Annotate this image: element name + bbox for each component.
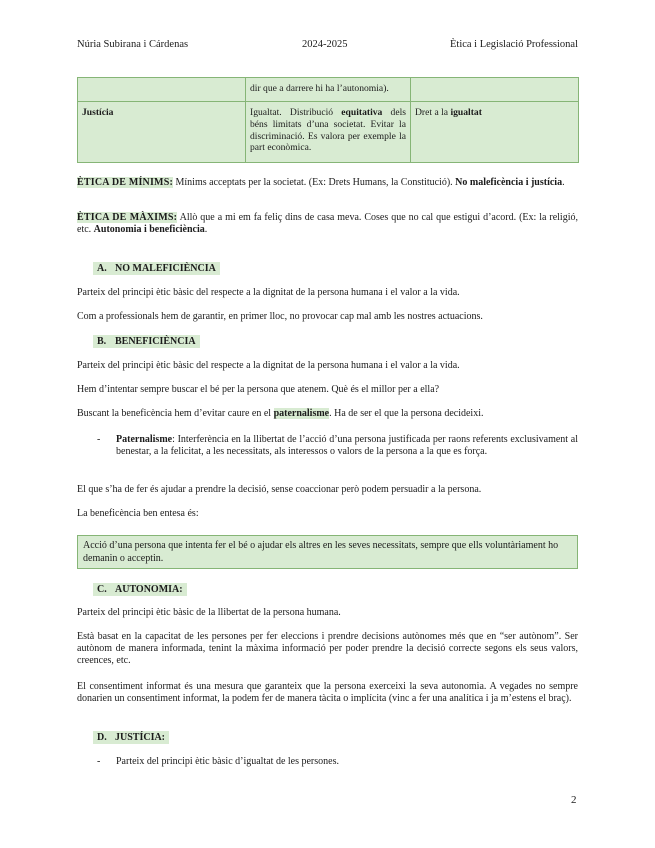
bullet-item	[116, 434, 578, 458]
paragraph: El consentiment informat és una mesura que garanteix que la persona exerceixi la seva autonomia. A vegades no sempre donarien un consentiment informat, la podem fer de manera tàcita o implícita (vinc a fer una analítica i ja m’estens el braç).	[77, 681, 578, 704]
section-d-heading	[93, 731, 169, 744]
paragraph-text: Buscant la beneficència hem d’evitar caure en el	[77, 408, 274, 419]
paragraph: Parteix del principi ètic bàsic de la llibertat de la persona humana.	[77, 607, 341, 618]
maxims-end: .	[204, 224, 208, 235]
paragraph: La beneficència ben entesa és:	[77, 508, 199, 519]
bullet-marker: -	[97, 756, 101, 767]
minims-bold: No maleficència i justícia	[455, 177, 563, 188]
section-a-heading	[93, 262, 220, 275]
header-author: Núria Subirana i Cárdenas	[77, 39, 189, 50]
bullet-definition: : Interferència en la llibertat de l’acció d’una persona justificada per raons referents exclusivament al benestar, a la felicitat, a les necessitats, als interessos o valors de la persona a la que es força.	[116, 434, 578, 457]
bullet-marker: -	[97, 434, 101, 445]
section-title: NO MALEFICIÈNCIA	[115, 263, 216, 274]
principles-table	[77, 77, 579, 163]
paragraph	[77, 408, 578, 420]
description-text: dels béns limitats d’una societat. Evitar la discriminació. Es valora per exemple la part econòmica.	[250, 107, 406, 154]
section-title: AUTONOMIA:	[115, 584, 183, 595]
right-text: Dret a la	[415, 107, 451, 118]
section-letter: C.	[97, 584, 107, 595]
description-text: Igualtat. Distribució	[250, 107, 342, 118]
table-cell-description: dir que a darrere hi ha l’autonomia).	[246, 78, 411, 102]
header-year: 2024-2025	[302, 39, 348, 50]
table-cell-principle	[78, 102, 246, 163]
paragraph: Parteix del principi ètic bàsic del respecte a la dignitat de la persona humana i el valor a la vida.	[77, 287, 460, 298]
maxims-bold: Autonomia i beneficiència	[93, 224, 205, 235]
table-cell-right	[411, 102, 579, 163]
paragraph: Com a professionals hem de garantir, en primer lloc, no provocar cap mal amb les nostres actuacions.	[77, 311, 483, 322]
paragraph: Parteix del principi ètic bàsic del respecte a la dignitat de la persona humana i el valor a la vida.	[77, 360, 460, 371]
paragraph: Hem d’intentar sempre buscar el bé per la persona que atenem. Què és el millor per a ella?	[77, 384, 440, 395]
section-title: BENEFICIÈNCIA	[115, 336, 196, 347]
paragraph-text: . Ha de ser el que la persona decideixi.	[329, 408, 484, 419]
section-letter: B.	[97, 336, 107, 347]
table-row	[78, 102, 579, 163]
table-cell-principle	[78, 78, 246, 102]
table-cell-description	[246, 102, 411, 163]
paternalism-term: paternalisme	[273, 408, 330, 419]
description-bold: equitativa	[341, 107, 383, 118]
table-row	[78, 78, 579, 102]
principle-name: Justícia	[82, 107, 114, 118]
minims-paragraph	[77, 177, 578, 189]
maxims-label: ÈTICA DE MÀXIMS:	[77, 212, 178, 223]
header-subject: Ètica i Legislació Professional	[449, 39, 578, 50]
definition-box: Acció d’una persona que intenta fer el bé o ajudar els altres en les seves necessitats, sempre que ells voluntàriament ho demanin o acceptin.	[77, 535, 578, 569]
maxims-paragraph	[77, 212, 578, 236]
table-cell-right	[411, 78, 579, 102]
minims-text: Mínims acceptats per la societat. (Ex: Drets Humans, la Constitució).	[173, 177, 456, 188]
bullet-term: Paternalisme	[116, 434, 173, 445]
right-bold: igualtat	[450, 107, 482, 118]
maxims-text: Allò que a mi em fa feliç dins de casa meva. Coses que no cal que estigui d’acord. (Ex: la religió, etc.	[77, 212, 578, 235]
section-letter: D.	[97, 732, 107, 743]
page-number: 2	[571, 794, 577, 806]
paragraph: El que s’ha de fer és ajudar a prendre la decisió, sense coaccionar però podem persuadir a la persona.	[77, 484, 482, 495]
section-b-heading	[93, 335, 200, 348]
minims-label: ÈTICA DE MÍNIMS:	[77, 177, 173, 188]
minims-end: .	[562, 177, 565, 188]
section-title: JUSTÍCIA:	[115, 732, 166, 743]
section-letter: A.	[97, 263, 107, 274]
paragraph: Està basat en la capacitat de les persones per fer eleccions i prendre decisions autònomes més que en “ser autònom”. Ser autònom de manera informada, tenint la màxima informació per poder prendre la decisió correcte segons els seus valors, creences, etc.	[77, 631, 578, 666]
bullet-item: Parteix del principi ètic bàsic d’igualtat de les persones.	[116, 756, 339, 767]
section-c-heading	[93, 583, 187, 596]
